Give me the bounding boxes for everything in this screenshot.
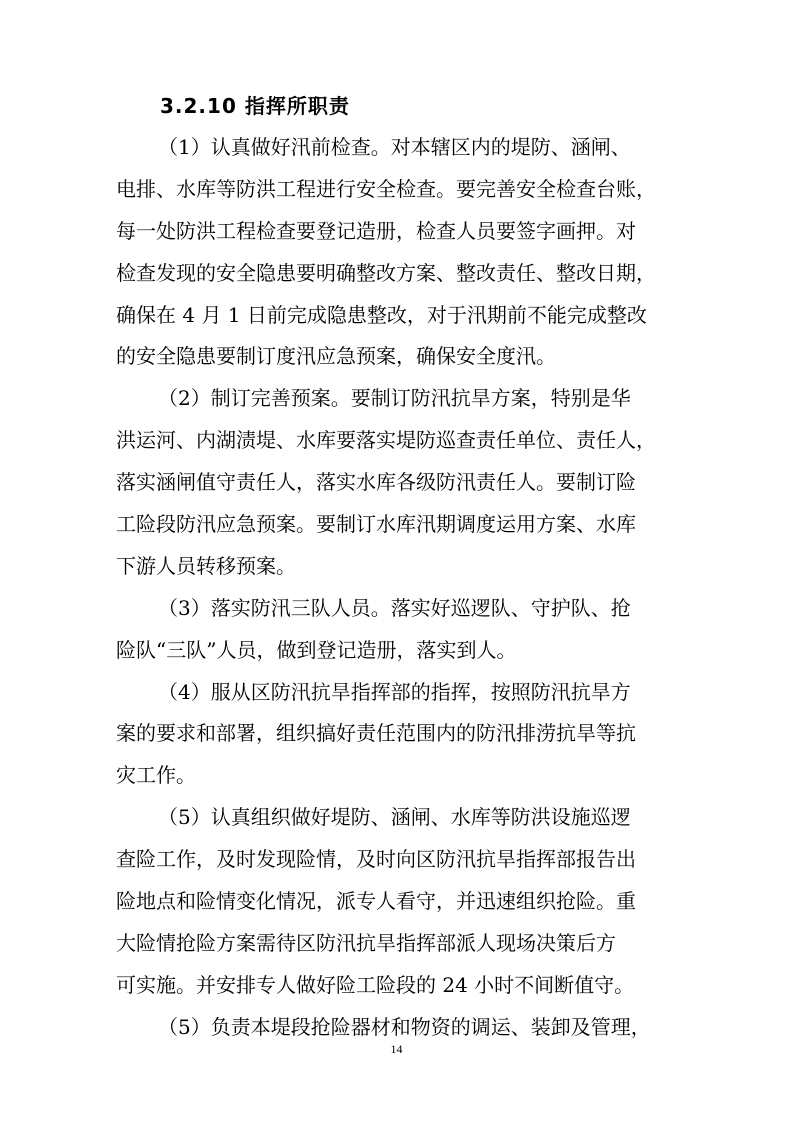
paragraph-1-line-3: 每一处防洪工程检查要登记造册，检查人员要签字画押。对: [116, 218, 636, 243]
paragraph-1-line-6: 的安全隐患要制订度汛应急预案，确保安全度汛。: [116, 344, 556, 369]
paragraph-5-line-1: （5）认真组织做好堤防、涵闸、水库等防洪设施巡逻: [158, 805, 631, 830]
paragraph-4-line-3: 灾工作。: [116, 763, 196, 788]
paragraph-5-line-4: 大险情抢险方案需待区防汛抗旱指挥部派人现场决策后方: [116, 930, 616, 955]
section-heading: 3.2.10 指挥所职责: [160, 94, 350, 118]
paragraph-1-line-1: （1）认真做好汛前检查。对本辖区内的堤防、涵闸、: [158, 135, 631, 159]
paragraph-1-line-5: 确保在 4 月 1 日前完成隐患整改，对于汛期前不能完成整改: [116, 302, 647, 327]
page-number: 14: [390, 1042, 403, 1056]
paragraph-5-line-5: 可实施。并安排专人做好险工险段的 24 小时不间断值守。: [116, 972, 635, 997]
paragraph-5-line-2: 查险工作，及时发现险情，及时向区防汛抗旱指挥部报告出: [116, 847, 636, 872]
paragraph-2-line-4: 工险段防汛应急预案。要制订水库汛期调度运用方案、水库: [116, 512, 636, 537]
paragraph-4-line-2: 案的要求和部署，组织搞好责任范围内的防汛排涝抗旱等抗: [116, 721, 636, 746]
paragraph-2-line-3: 落实涵闸值守责任人，落实水库各级防汛责任人。要制订险: [116, 470, 636, 495]
paragraph-3-line-2: 险队“三队”人员，做到登记造册，落实到人。: [116, 637, 517, 662]
paragraph-1-line-2: 电排、水库等防洪工程进行安全检查。要完善安全检查台账，: [116, 176, 656, 201]
paragraph-2-line-1: （2）制订完善预案。要制订防汛抗旱方案，特别是华: [158, 386, 631, 411]
body-text: [116, 127, 686, 1049]
paragraph-2-line-2: 洪运河、内湖渍堤、水库要落实堤防巡查责任单位、责任人，: [116, 428, 656, 453]
paragraph-2-line-5: 下游人员转移预案。: [116, 553, 296, 578]
paragraph-4-line-1: （4）服从区防汛抗旱指挥部的指挥，按照防汛抗旱方: [158, 679, 631, 704]
paragraph-6-line-1: （5）负责本堤段抢险器材和物资的调运、装卸及管理，: [158, 1014, 651, 1039]
paragraph-1-line-4: 检查发现的安全隐患要明确整改方案、整改责任、整改日期，: [116, 260, 656, 285]
paragraph-5-line-3: 险地点和险情变化情况，派专人看守，并迅速组织抢险。重: [116, 889, 636, 914]
paragraph-3-line-1: （3）落实防汛三队人员。落实好巡逻队、守护队、抢: [158, 595, 631, 620]
